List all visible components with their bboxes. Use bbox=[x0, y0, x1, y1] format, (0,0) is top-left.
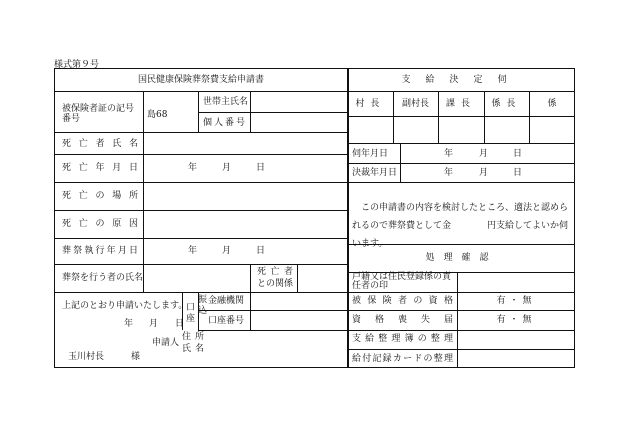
qualification-yes-no: 有・無 bbox=[496, 296, 536, 306]
decision-date-day: 日 bbox=[513, 168, 523, 178]
inquiry-date-year: 年 bbox=[444, 149, 454, 159]
apply-date-year: 年 bbox=[124, 319, 134, 329]
death-cause-field[interactable] bbox=[145, 212, 346, 237]
deceased-name-label: 死亡者氏名 bbox=[62, 139, 138, 149]
insurance-number-label: 被保険者証の記号番号 bbox=[62, 104, 135, 124]
apply-date-day: 日 bbox=[175, 319, 185, 329]
loss-yes-no: 有・無 bbox=[496, 315, 536, 325]
death-place-field[interactable] bbox=[145, 184, 346, 209]
inquiry-date-day: 日 bbox=[513, 149, 523, 159]
head-name-label: 世帯主氏名 bbox=[203, 97, 249, 107]
approval-title: 支給決定伺 bbox=[401, 75, 522, 85]
seal-section-chief[interactable] bbox=[440, 118, 483, 142]
decision-date-month: 月 bbox=[479, 168, 489, 178]
seal-label: 戸籍又は住民登録係の責任者の印 bbox=[352, 272, 452, 291]
mayor-addressee: 玉川村長 bbox=[68, 352, 105, 362]
decision-date-label: 決裁年月日 bbox=[352, 168, 398, 178]
decision-date-year: 年 bbox=[444, 168, 454, 178]
form-title: 国民健康保険葬祭費支給申請書 bbox=[137, 75, 264, 85]
applicant-name-label: 氏名 bbox=[182, 344, 209, 354]
death-date-year: 年 bbox=[188, 163, 198, 173]
approval-text: この申請書の内容を検討したところ、適法と認められるので葬祭費として金 円支給してよいか伺います。 bbox=[352, 203, 569, 249]
card-label: 給付記録カードの整理 bbox=[352, 354, 453, 364]
bank-label: 金融機関 bbox=[208, 296, 245, 306]
seal-staff[interactable] bbox=[531, 118, 574, 142]
role-section-chief: 課長 bbox=[445, 99, 476, 109]
seal-mayor[interactable] bbox=[350, 118, 392, 142]
ledger-label: 支給整理簿の整理 bbox=[352, 334, 453, 344]
role-deputy-mayor: 副村長 bbox=[401, 99, 429, 109]
apply-text: 上記のとおり申請いたします。 bbox=[62, 301, 188, 311]
loss-label: 資格喪失届 bbox=[352, 315, 453, 325]
apply-date-month: 月 bbox=[149, 319, 159, 329]
funeral-date-day: 日 bbox=[256, 246, 266, 256]
seal-unit-chief[interactable] bbox=[486, 118, 528, 142]
personal-number-field[interactable] bbox=[252, 114, 346, 131]
account-label: 口座番号 bbox=[208, 316, 245, 326]
honorific: 様 bbox=[131, 352, 141, 362]
relation-label-2: との関係 bbox=[257, 279, 294, 289]
death-place-label: 死亡の場所 bbox=[62, 191, 138, 201]
transfer-label-1: 口座 bbox=[185, 303, 195, 324]
organizer-label: 葬祭を行う者の氏名 bbox=[62, 273, 144, 283]
insurance-number-value: 島68 bbox=[147, 110, 168, 120]
qualification-label: 被保険者の資格 bbox=[352, 296, 453, 306]
relation-label-1: 死亡者 bbox=[257, 267, 293, 277]
transfer-label-2: 振込 bbox=[197, 295, 207, 316]
funeral-date-month: 月 bbox=[222, 246, 232, 256]
address-label: 住所 bbox=[182, 332, 209, 342]
ledger-field[interactable] bbox=[459, 331, 574, 348]
role-staff: 係 bbox=[547, 99, 557, 109]
death-date-month: 月 bbox=[222, 163, 232, 173]
card-field[interactable] bbox=[459, 351, 574, 367]
bank-field[interactable] bbox=[252, 294, 346, 309]
role-mayor: 村長 bbox=[355, 99, 386, 109]
inquiry-date-month: 月 bbox=[479, 149, 489, 159]
funeral-date-label: 葬祭執行年月日 bbox=[62, 246, 138, 256]
seal-field[interactable] bbox=[459, 274, 574, 291]
head-name-field[interactable] bbox=[252, 93, 346, 111]
role-unit-chief: 係長 bbox=[491, 99, 522, 109]
account-field[interactable] bbox=[252, 312, 346, 329]
death-cause-label: 死亡の原因 bbox=[62, 219, 138, 229]
seal-deputy-mayor[interactable] bbox=[395, 118, 437, 142]
applicant-label: 申請人 bbox=[152, 338, 180, 348]
processing-title: 処理確認 bbox=[425, 253, 498, 263]
inquiry-date-label: 伺年月日 bbox=[352, 149, 389, 159]
funeral-date-year: 年 bbox=[188, 246, 198, 256]
personal-number-label: 個人番号 bbox=[203, 118, 245, 128]
form-number: 様式第９号 bbox=[54, 60, 100, 70]
deceased-name-field[interactable] bbox=[145, 134, 346, 153]
death-date-label: 死亡年月日 bbox=[62, 163, 138, 173]
death-date-day: 日 bbox=[256, 163, 266, 173]
